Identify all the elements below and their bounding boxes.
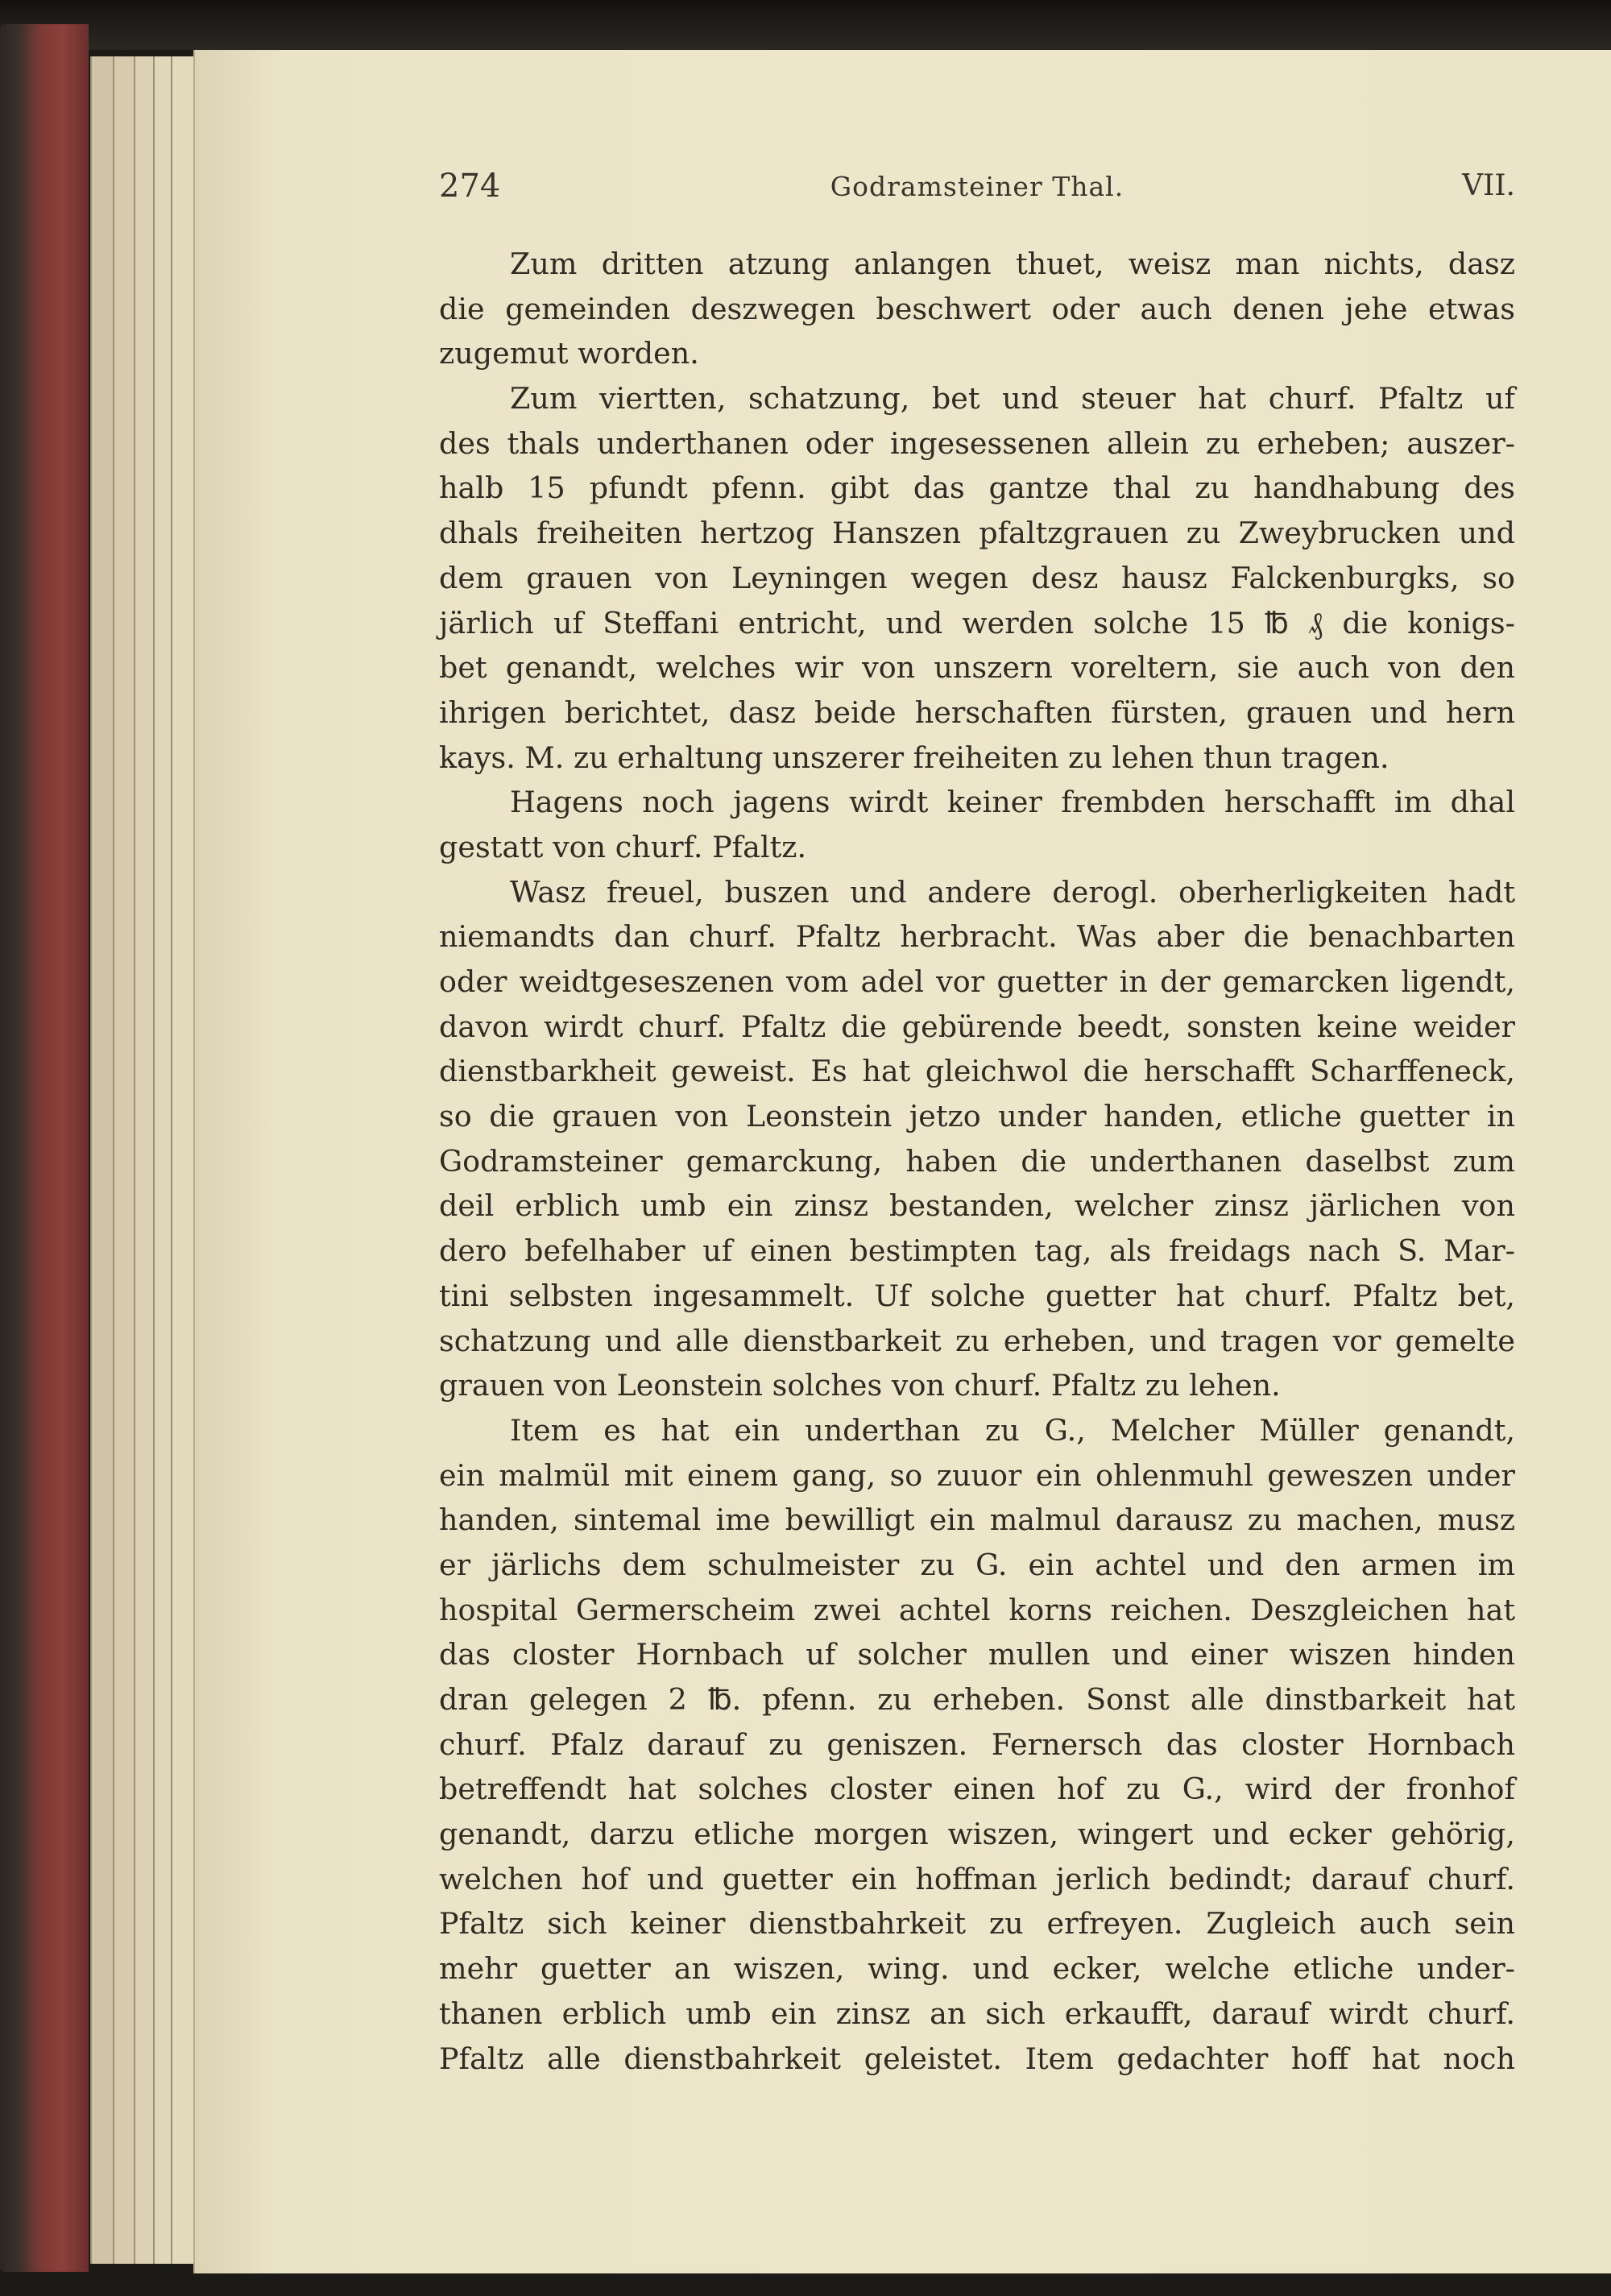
text-line: Item es hat ein underthan zu G., Melcher Müller genandt, [510,1412,1515,1448]
text-line: genandt, darzu etliche morgen wiszen, wingert und ecker gehörig, [439,1817,1515,1852]
text-line: die gemeinden deszwegen beschwert oder auch denen jehe etwas [439,291,1515,326]
text-line: hospital Germerscheim zwei achtel korns reichen. Deszgleichen hat [439,1592,1515,1627]
text-line: dero befelhaber uf einen bestimpten tag, als freidags nach S. Mar- [439,1233,1515,1269]
text-line: handen, sintemal ime bewilligt ein malmul darausz zu machen, musz [439,1502,1515,1538]
text-line: järlich uf Steffani entricht, und werden solche 15 ℔ ₰ die konigs- [439,605,1515,640]
text-line: kays. M. zu erhaltung unszerer freiheiten zu lehen thun tragen. [439,740,1389,775]
body-text [439,242,1515,2081]
text-line: deil erblich umb ein zinsz bestanden, welcher zinsz järlichen von [439,1188,1515,1224]
text-line: zugemut worden. [439,336,699,371]
chapter-number: VII. [1462,169,1515,202]
text-line: Zum dritten atzung anlangen thuet, weisz man nichts, dasz [510,247,1515,281]
text-line: tini selbsten ingesammelt. Uf solche guetter hat churf. Pfaltz bet, [439,1278,1515,1313]
page-number: 274 [439,168,501,205]
text-line: dem grauen von Leyningen wegen desz hausz Falckenburgks, so [439,560,1515,595]
text-line: davon wirdt churf. Pfaltz die gebürende beedt, sonsten keine weider [439,1009,1515,1044]
text-line: dienstbarkheit geweist. Es hat gleichwol die herschafft Scharffeneck, [439,1054,1515,1089]
text-line: gestatt von churf. Pfaltz. [439,829,807,864]
running-header [439,168,1515,216]
text-line: dhals freiheiten hertzog Hanszen pfaltzgrauen zu Zweybrucken und [439,516,1515,551]
text-line: dran gelegen 2 ℔. pfenn. zu erheben. Sonst alle dinstbarkeit hat [439,1682,1515,1717]
text-line: er järlichs dem schulmeister zu G. ein achtel und den armen im [439,1547,1515,1582]
text-line: grauen von Leonstein solches von churf. Pfaltz zu lehen. [439,1368,1281,1403]
text-line: churf. Pfalz darauf zu geniszen. Fernersch das closter Hornbach [439,1726,1515,1762]
scan-background-top [0,0,1611,50]
text-line: oder weidtgeseszenen vom adel vor guetter in der gemarcken ligendt, [439,964,1515,999]
running-title: Godramsteiner Thal. [830,171,1124,202]
text-line: Hagens noch jagens wirdt keiner frembden herschafft im dhal [510,785,1515,820]
book-cover [0,24,89,2272]
text-line: schatzung und alle dienstbarkeit zu erheben, und tragen vor gemelte [439,1323,1515,1358]
text-line: mehr guetter an wiszen, wing. und ecker, welche etliche under- [439,1951,1515,1987]
text-line: ein malmül mit einem gang, so zuuor ein ohlenmuhl geweszen under [439,1457,1515,1493]
text-line: niemandts dan churf. Pfaltz herbracht. Was aber die benachbarten [439,919,1515,955]
text-line: Pfaltz alle dienstbahrkeit geleistet. Item gedachter hoff hat noch [439,2041,1515,2076]
text-line: Wasz freuel, buszen und andere derogl. oberherligkeiten hadt [510,874,1515,910]
text-line: so die grauen von Leonstein jetzo under handen, etliche guetter in [439,1099,1515,1134]
text-line: das closter Hornbach uf solcher mullen und einer wiszen hinden [439,1637,1515,1672]
text-line: des thals underthanen oder ingesessenen allein zu erheben; auszer- [439,425,1515,461]
text-line: Zum viertten, schatzung, bet und steuer hat churf. Pfaltz uf [510,381,1515,417]
text-line: Godramsteiner gemarckung, haben die underthanen daselbst zum [439,1143,1515,1179]
text-line: betreffendt hat solches closter einen hof zu G., wird der fronhof [439,1772,1515,1807]
text-line: halb 15 pfundt pfenn. gibt das gantze thal zu handhabung des [439,470,1515,506]
text-line: thanen erblich umb ein zinsz an sich erkaufft, darauf wirdt churf. [439,1996,1515,2031]
text-line: ihrigen berichtet, dasz beide herschaften fürsten, grauen und hern [439,694,1515,730]
text-line: welchen hof und guetter ein hoffman jerlich bedindt; darauf churf. [439,1861,1515,1896]
text-line: Pfaltz sich keiner dienstbahrkeit zu erfreyen. Zugleich auch sein [439,1906,1515,1942]
text-line: bet genandt, welches wir von unszern voreltern, sie auch von den [439,650,1515,686]
